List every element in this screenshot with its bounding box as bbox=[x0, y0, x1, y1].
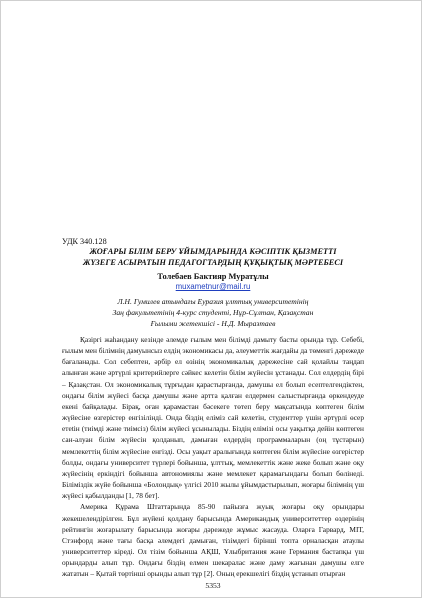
body-paragraph-2: Америка Құрама Штаттарында 85-90 пайызға жуық жоғары оқу орындары жекешелендірілген. Бұл жүйені қолдану барысында Американдық университеттер өздерінің рейтингін жоғарылату барысында жоғары дәрежеде жұмыс жасауда. Оларға Гарвард, МІТ, Стэнфорд және тағы басқа әлемдегі дамыған, тізімдегі бірінші топта орналасқан атаулы университеттер кіреді. Ол тізім бойынша АҚШ, Ұлыбритания және Германия бастапқы үш орындарды алып тұр. Ондағы біздің елмен шекаралас және даму жағынан дамушы елге жататын – Қытай төртінші орынды алып тұр [2]. Оның ерекшелігі біздің ұстанып отырған bbox=[62, 502, 364, 579]
affiliation-line-1: Л.Н. Гумилев атындағы Еуразия ұлттық университетінің bbox=[117, 297, 309, 306]
udk-code: УДК 340.128 bbox=[62, 237, 107, 246]
author-affiliation bbox=[53, 296, 373, 330]
body-paragraph-1: Қазіргі жаһандану кезінде әлемде ғылым мен білімді дамыту басты орында тұр. Себебі, ғылым мен білімнің дамуынсыз елдің экономикасы да, әлеуметтік жағдайы да төменгі дәрежеде бағаланады. Сол себептен, әрбір ел өзінің экономикалық дәрежесіне сай қолайлы таңдап алынған және әртүрлі критерийлерге сәйкес келетін білім жүйесін ұстанады. Сол елдердің бірі – Қазақстан. Ол экономикалық тұрғыдан қарастырғанда, дамушы ел болып есептелгендіктен, ондағы білім жүйесі басқа дамушы және артта қалған елдермен салыстырғанда өркендеуде екені байқалады. Бірақ, оған қарамастан бәсекеге төтеп беру мақсатында көптеген білім жүйесіне өзгерістер енгізілінді. Онда біздің еліміз сай келетін, студенттер үшін әртүрлі өсер етеtін (тиімді және тиімсіз) білім жүйесі ұсынылады. Біздің елімізі осы уақытқа дейін көптеген сан-алуан білім жүйесін қолданып, дамыған елдердің программаларын (оң тұстарын) мемлекеттің білім жүйесіне енгізді. Осы уақыт аралығында көптеген білім жүйесіне өзгерістер болды, ондағы университет түрлері бойынша, ұлттық, мемлекеттік және жеке болып және оқу жүйесінің еркіндігі бойынша автономиялы және мемлекет қарамағындағы болып бөлінеді. Біліміздік жүйе бойынша «Болондық» үлгісі 2010 жылы ұйымдастырылып, жоғары білімнің үш жүйесі қабылданды [1, 78 бет]. bbox=[62, 335, 364, 501]
author-email-link[interactable]: muxametnur@mail.ru bbox=[175, 282, 251, 291]
title-line-2: ЖҮЗЕГЕ АСЫРАТЫН ПЕДАГОГТАРДЫҢ ҚҰҚЫҚТЫҚ МӘРТЕБЕСІ bbox=[82, 257, 344, 267]
title-line-1: ЖОҒАРЫ БІЛІМ БЕРУ ҰЙЫМДАРЫНДА КӘСІПТІК ҚЫЗМЕТТІ bbox=[89, 247, 337, 256]
affiliation-line-3: Ғылыми жетекшісі - Н.Д. Мыразтаев bbox=[150, 319, 276, 329]
affiliation-line-2: Заң факультетінің 4-курс студенті, Нұр-Сұлтан, Қазақстан bbox=[112, 308, 314, 318]
page-number: 5353 bbox=[205, 581, 221, 590]
author-name: Толебаев Бактияр Муратұлы bbox=[157, 272, 269, 281]
article-body bbox=[62, 334, 364, 579]
article-title bbox=[53, 247, 373, 268]
